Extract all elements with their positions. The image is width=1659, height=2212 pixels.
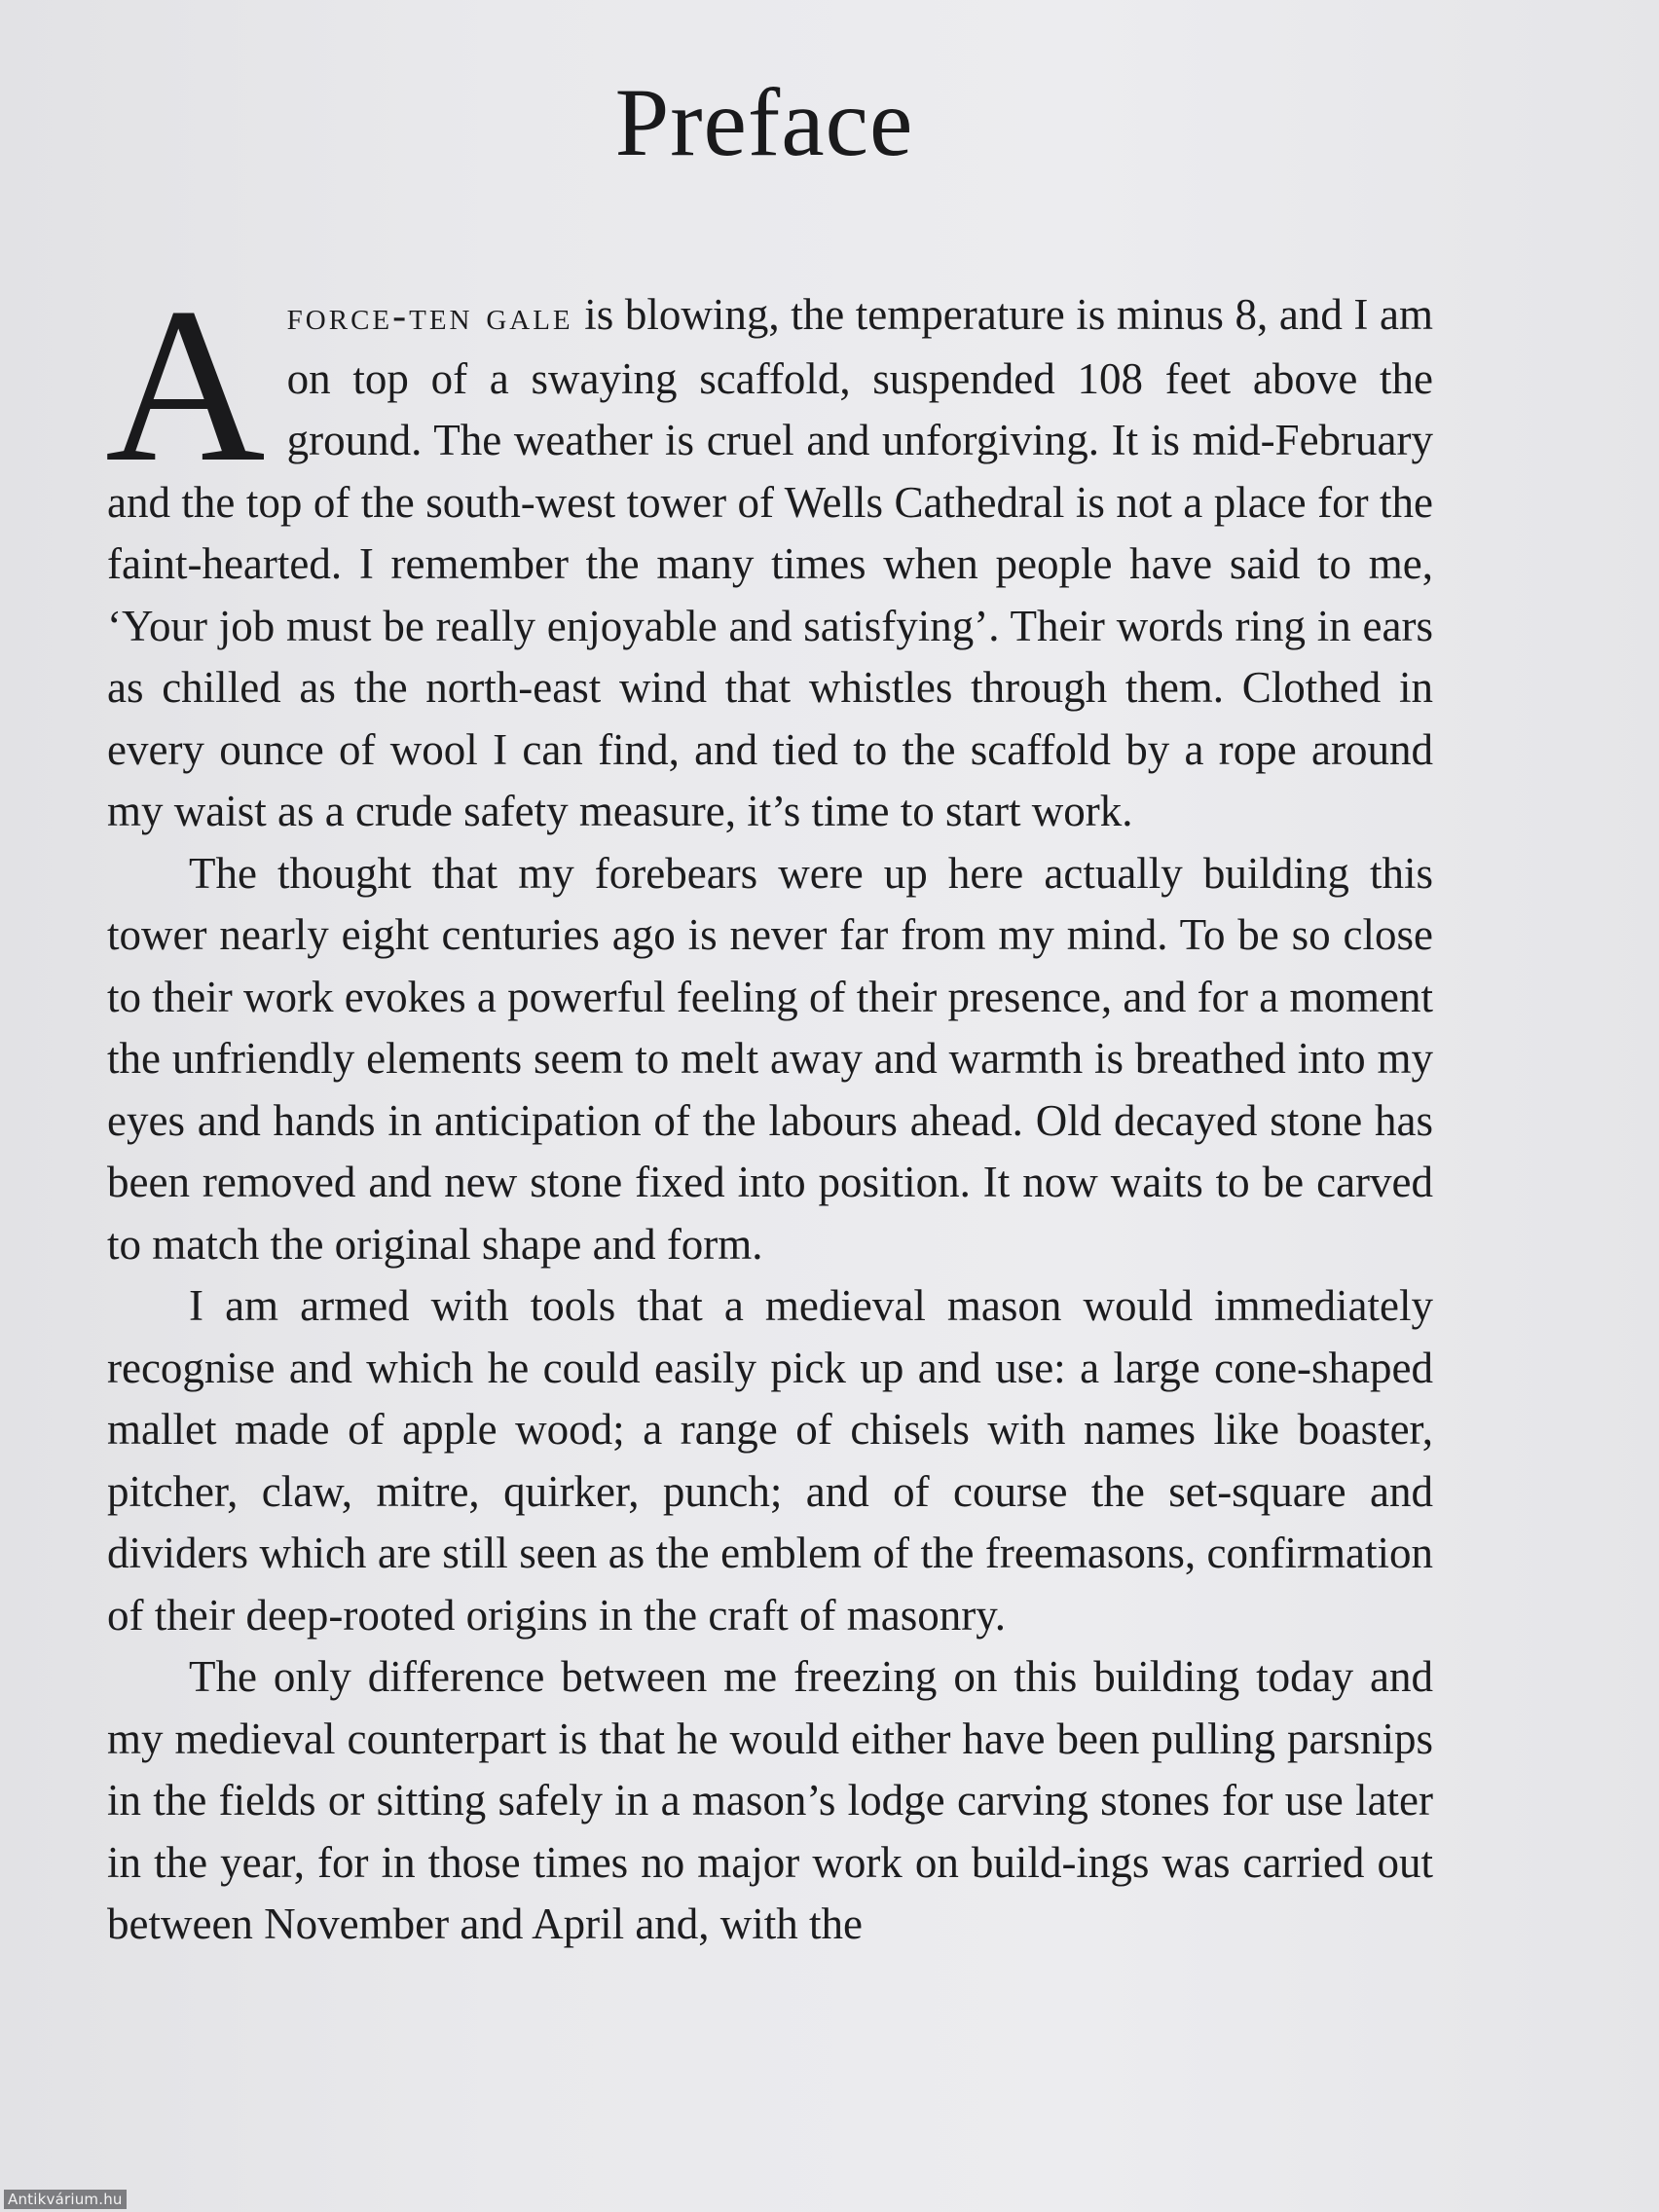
paragraph-2: The thought that my forebears were up here actually building this tower nearly eight centuries ago is never far from my mind. To be so close to their work evokes a powerful feeling of their presence, and for a moment the unfriendly elements seem to melt away and warmth is breathed into my eyes and hands in anticipation of the labours ahead. Old decayed stone has been removed and new stone fixed into position. It now waits to be carved to match the original shape and form. bbox=[107, 848, 1433, 1269]
paragraph-4: The only difference between me freezing on this building today and my medieval counterpart is that he would either have been pulling parsnips in the fields or sitting safely in a mason’s lodge carving stones for use later in the year, for in those times no major work on build-ings was carried out between November and April and, with the bbox=[107, 1652, 1433, 1948]
page-title: Preface bbox=[614, 68, 914, 176]
paragraph-1-text: is blowing, the temperature is minus 8, and I am on top of a swaying scaffold, suspended 108 feet above the ground. The weather is cruel and unforgiving. It is mid-February and the top of the south-west tower of Wells Cathedral is not a place for the faint-hearted. I remember the many times when people have said to me, ‘Your job must be really enjoyable and satisfying’. Their words ring in ears as chilled as the north-east wind that whistles through them. Clothed in every ounce of wool I can find, and tied to the scaffold by a rope around my waist as a crude safety measure, it’s time to start work. bbox=[107, 290, 1433, 835]
body-text bbox=[105, 263, 1433, 1956]
paragraph-3: I am armed with tools that a medieval mason would immediately recognise and which he could easily pick up and use: a large cone-shaped mallet made of apple wood; a range of chisels with names like boaster, pitcher, claw, mitre, quirker, punch; and of course the set-square and dividers which are still seen as the emblem of the freemasons, confirmation of their deep-rooted origins in the craft of masonry. bbox=[107, 1281, 1433, 1640]
paragraph-1 bbox=[105, 263, 1433, 843]
watermark-credit: Antikvárium.hu bbox=[4, 2190, 127, 2209]
lead-smallcaps: force-ten gale bbox=[286, 294, 573, 339]
drop-cap: A bbox=[105, 263, 266, 508]
